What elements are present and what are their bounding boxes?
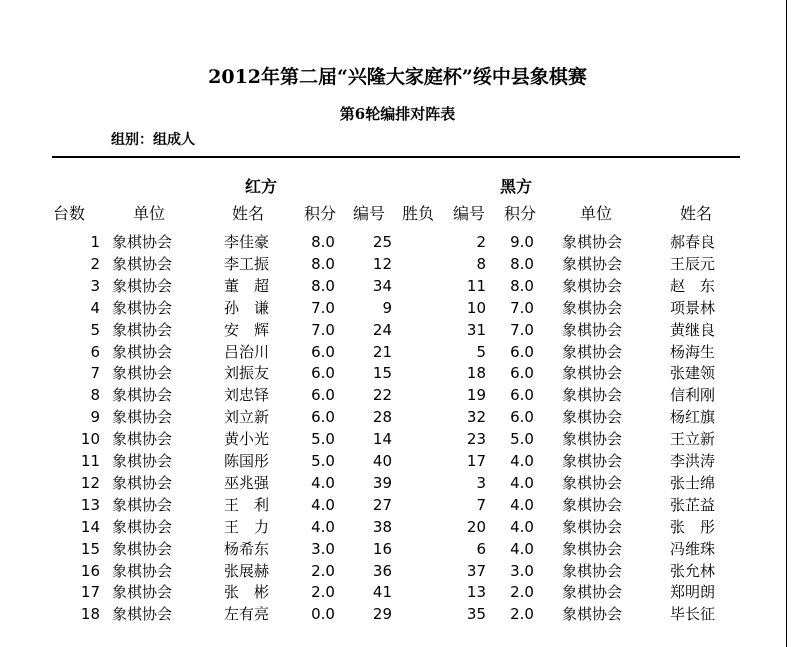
cell-table-no: 10 bbox=[80, 430, 100, 449]
cell-black-id: 31 bbox=[466, 320, 486, 339]
table-row bbox=[0, 406, 795, 428]
cell-black-score: 7.0 bbox=[510, 298, 534, 317]
cell-red-score: 8.0 bbox=[311, 276, 335, 295]
cell-red-score: 6.0 bbox=[311, 386, 335, 405]
cell-black-id: 11 bbox=[466, 276, 486, 295]
cell-black-unit: 象棋协会 bbox=[562, 342, 623, 361]
cell-red-unit: 象棋协会 bbox=[112, 495, 173, 514]
col-result: 胜负 bbox=[402, 204, 435, 223]
cell-black-unit: 象棋协会 bbox=[562, 364, 623, 383]
cell-red-id: 21 bbox=[372, 342, 392, 361]
cell-red-unit: 象棋协会 bbox=[112, 298, 173, 317]
cell-black-score: 2.0 bbox=[510, 583, 534, 602]
table-row bbox=[0, 341, 795, 363]
cell-red-id: 14 bbox=[372, 430, 392, 449]
cell-black-id: 13 bbox=[466, 583, 486, 602]
cell-black-unit: 象棋协会 bbox=[562, 320, 623, 339]
table-row bbox=[0, 581, 795, 603]
cell-red-score: 6.0 bbox=[311, 364, 335, 383]
cell-red-name: 刘忠铎 bbox=[224, 386, 270, 405]
cell-table-no: 3 bbox=[90, 276, 100, 295]
cell-black-id: 32 bbox=[466, 408, 486, 427]
cell-black-id: 37 bbox=[466, 561, 486, 580]
col-red-unit: 单位 bbox=[133, 204, 166, 223]
cell-black-name: 王辰元 bbox=[670, 254, 716, 273]
page-title: 2012年第二届“兴隆大家庭杯”绥中县象棋赛 bbox=[208, 66, 587, 88]
cell-table-no: 9 bbox=[90, 408, 100, 427]
cell-red-name: 孙 谦 bbox=[224, 298, 270, 317]
table-row bbox=[0, 472, 795, 494]
cell-black-name: 张 彤 bbox=[670, 517, 716, 536]
cell-black-name: 王立新 bbox=[670, 430, 716, 449]
cell-black-score: 9.0 bbox=[510, 233, 534, 251]
cell-black-unit: 象棋协会 bbox=[562, 430, 623, 449]
cell-red-id: 34 bbox=[372, 276, 392, 295]
table-row bbox=[0, 494, 795, 516]
cell-red-score: 5.0 bbox=[311, 430, 335, 449]
cell-table-no: 16 bbox=[80, 561, 100, 580]
cell-red-unit: 象棋协会 bbox=[112, 430, 173, 449]
cell-red-id: 15 bbox=[372, 364, 392, 383]
cell-red-unit: 象棋协会 bbox=[112, 254, 173, 273]
cell-red-name: 巫兆强 bbox=[224, 473, 270, 492]
col-red-name: 姓名 bbox=[232, 204, 265, 223]
cell-black-unit: 象棋协会 bbox=[562, 539, 623, 558]
cell-black-name: 冯维珠 bbox=[670, 539, 716, 558]
cell-black-unit: 象棋协会 bbox=[562, 452, 623, 470]
cell-black-unit: 象棋协会 bbox=[562, 517, 623, 536]
cell-black-score: 7.0 bbox=[510, 320, 534, 339]
cell-black-unit: 象棋协会 bbox=[562, 561, 623, 580]
cell-red-name: 刘立新 bbox=[224, 408, 270, 427]
col-black-unit: 单位 bbox=[580, 204, 613, 223]
cell-red-name: 李佳豪 bbox=[224, 233, 270, 251]
cell-table-no: 15 bbox=[80, 539, 100, 558]
table-row bbox=[0, 231, 795, 253]
cell-red-name: 左有亮 bbox=[224, 605, 270, 624]
col-red-score: 积分 bbox=[303, 204, 336, 223]
cell-red-unit: 象棋协会 bbox=[112, 364, 173, 383]
cell-red-score: 8.0 bbox=[311, 233, 335, 251]
table-row bbox=[0, 253, 795, 275]
cell-red-id: 36 bbox=[372, 561, 392, 580]
cell-table-no: 8 bbox=[90, 386, 100, 405]
cell-black-unit: 象棋协会 bbox=[562, 408, 623, 427]
cell-black-id: 23 bbox=[466, 430, 486, 449]
cell-black-score: 5.0 bbox=[510, 430, 534, 449]
cell-red-unit: 象棋协会 bbox=[112, 583, 173, 602]
cell-black-id: 20 bbox=[466, 517, 486, 536]
cell-red-name: 杨希东 bbox=[224, 539, 270, 558]
cell-black-id: 8 bbox=[476, 254, 486, 273]
cell-black-name: 张建领 bbox=[670, 364, 716, 383]
cell-black-score: 2.0 bbox=[510, 605, 534, 624]
cell-red-unit: 象棋协会 bbox=[112, 233, 173, 251]
cell-black-unit: 象棋协会 bbox=[562, 605, 623, 624]
cell-black-name: 信利刚 bbox=[670, 386, 716, 405]
cell-table-no: 4 bbox=[90, 298, 100, 317]
cell-red-unit: 象棋协会 bbox=[112, 605, 173, 624]
cell-red-id: 9 bbox=[382, 298, 392, 317]
cell-black-name: 毕长征 bbox=[670, 605, 716, 624]
cell-red-unit: 象棋协会 bbox=[112, 342, 173, 361]
cell-red-id: 38 bbox=[372, 517, 392, 536]
col-black-name: 姓名 bbox=[680, 204, 713, 223]
table-row bbox=[0, 275, 795, 297]
cell-table-no: 13 bbox=[80, 495, 100, 514]
table-header bbox=[0, 203, 795, 225]
cell-red-score: 4.0 bbox=[311, 517, 335, 536]
cell-red-name: 黄小光 bbox=[224, 430, 270, 449]
cell-red-id: 22 bbox=[372, 386, 392, 405]
cell-black-id: 19 bbox=[466, 386, 486, 405]
cell-black-score: 4.0 bbox=[510, 473, 534, 492]
cell-black-score: 4.0 bbox=[510, 539, 534, 558]
cell-red-unit: 象棋协会 bbox=[112, 320, 173, 339]
cell-black-id: 2 bbox=[476, 233, 486, 251]
cell-black-unit: 象棋协会 bbox=[562, 583, 623, 602]
group-label: 组别：组成人 bbox=[111, 132, 195, 148]
table-row bbox=[0, 319, 795, 341]
cell-black-score: 6.0 bbox=[510, 386, 534, 405]
cell-black-score: 6.0 bbox=[510, 342, 534, 361]
cell-table-no: 11 bbox=[80, 452, 100, 470]
cell-black-score: 3.0 bbox=[510, 561, 534, 580]
cell-red-name: 吕治川 bbox=[224, 342, 270, 361]
cell-red-name: 李工振 bbox=[224, 254, 270, 273]
cell-black-id: 17 bbox=[466, 452, 486, 470]
cell-red-score: 5.0 bbox=[311, 452, 335, 470]
cell-table-no: 1 bbox=[90, 233, 100, 251]
cell-black-score: 4.0 bbox=[510, 495, 534, 514]
col-black-score: 积分 bbox=[503, 204, 536, 223]
cell-red-score: 2.0 bbox=[311, 561, 335, 580]
table-row bbox=[0, 603, 795, 625]
cell-black-id: 18 bbox=[466, 364, 486, 383]
cell-table-no: 12 bbox=[80, 473, 100, 492]
cell-red-name: 王 力 bbox=[224, 517, 270, 536]
cell-black-unit: 象棋协会 bbox=[562, 473, 623, 492]
cell-red-id: 28 bbox=[372, 408, 392, 427]
cell-black-name: 郑明朗 bbox=[670, 583, 716, 602]
cell-red-unit: 象棋协会 bbox=[112, 517, 173, 536]
cell-red-score: 6.0 bbox=[311, 342, 335, 361]
cell-red-unit: 象棋协会 bbox=[112, 408, 173, 427]
cell-black-id: 3 bbox=[476, 473, 486, 492]
cell-black-id: 7 bbox=[476, 495, 486, 514]
cell-black-unit: 象棋协会 bbox=[562, 386, 623, 405]
cell-black-name: 郝春良 bbox=[670, 233, 716, 251]
cell-red-score: 6.0 bbox=[311, 408, 335, 427]
cell-black-name: 张允林 bbox=[670, 561, 716, 580]
cell-red-name: 董 超 bbox=[224, 276, 270, 295]
cell-red-score: 4.0 bbox=[311, 495, 335, 514]
cell-table-no: 6 bbox=[90, 342, 100, 361]
cell-black-name: 张士绵 bbox=[670, 473, 716, 492]
cell-red-score: 7.0 bbox=[311, 320, 335, 339]
cell-red-unit: 象棋协会 bbox=[112, 561, 173, 580]
table-row bbox=[0, 516, 795, 538]
table-row bbox=[0, 560, 795, 582]
cell-table-no: 17 bbox=[80, 583, 100, 602]
cell-black-id: 35 bbox=[466, 605, 486, 624]
cell-black-name: 黄继良 bbox=[670, 320, 716, 339]
cell-black-unit: 象棋协会 bbox=[562, 495, 623, 514]
cell-table-no: 5 bbox=[90, 320, 100, 339]
cell-black-score: 6.0 bbox=[510, 408, 534, 427]
cell-red-score: 2.0 bbox=[311, 583, 335, 602]
cell-red-id: 25 bbox=[372, 233, 392, 251]
cell-table-no: 18 bbox=[80, 605, 100, 624]
cell-table-no: 14 bbox=[80, 517, 100, 536]
cell-red-unit: 象棋协会 bbox=[112, 276, 173, 295]
cell-black-unit: 象棋协会 bbox=[562, 254, 623, 273]
cell-black-name: 李洪涛 bbox=[670, 452, 716, 470]
cell-red-id: 27 bbox=[372, 495, 392, 514]
col-black-id: 编号 bbox=[453, 204, 486, 223]
cell-red-id: 40 bbox=[372, 452, 392, 470]
cell-black-id: 5 bbox=[476, 342, 486, 361]
cell-black-score: 6.0 bbox=[510, 364, 534, 383]
cell-black-unit: 象棋协会 bbox=[562, 233, 623, 251]
cell-red-score: 7.0 bbox=[311, 298, 335, 317]
cell-table-no: 2 bbox=[90, 254, 100, 273]
cell-red-id: 41 bbox=[372, 583, 392, 602]
cell-red-id: 24 bbox=[372, 320, 392, 339]
cell-black-id: 10 bbox=[466, 298, 486, 317]
cell-red-id: 29 bbox=[372, 605, 392, 624]
cell-red-name: 刘振友 bbox=[224, 364, 270, 383]
page-subtitle: 第6轮编排对阵表 bbox=[339, 105, 456, 123]
cell-black-name: 赵 东 bbox=[670, 276, 716, 295]
cell-red-score: 3.0 bbox=[311, 539, 335, 558]
cell-red-name: 王 利 bbox=[224, 495, 270, 514]
cell-black-id: 6 bbox=[476, 539, 486, 558]
cell-table-no: 7 bbox=[90, 364, 100, 383]
table-row bbox=[0, 538, 795, 560]
cell-red-unit: 象棋协会 bbox=[112, 452, 173, 470]
cell-black-name: 杨红旗 bbox=[670, 408, 716, 427]
cell-black-score: 4.0 bbox=[510, 452, 534, 470]
cell-red-unit: 象棋协会 bbox=[112, 386, 173, 405]
table-row bbox=[0, 362, 795, 384]
cell-black-score: 8.0 bbox=[510, 254, 534, 273]
cell-red-id: 39 bbox=[372, 473, 392, 492]
cell-red-score: 0.0 bbox=[311, 605, 335, 624]
divider bbox=[52, 156, 740, 158]
cell-black-name: 杨海生 bbox=[670, 342, 716, 361]
cell-red-name: 张展赫 bbox=[224, 561, 270, 580]
cell-red-name: 张 彬 bbox=[224, 583, 270, 602]
table-row bbox=[0, 384, 795, 406]
table-row bbox=[0, 428, 795, 450]
cell-red-id: 12 bbox=[372, 254, 392, 273]
table-row bbox=[0, 450, 795, 472]
cell-black-score: 4.0 bbox=[510, 517, 534, 536]
cell-black-unit: 象棋协会 bbox=[562, 276, 623, 295]
col-table-no: 台数 bbox=[53, 204, 86, 223]
cell-red-name: 安 辉 bbox=[224, 320, 270, 339]
col-red-id: 编号 bbox=[353, 204, 386, 223]
cell-black-name: 项景林 bbox=[670, 298, 716, 317]
cell-red-score: 4.0 bbox=[311, 473, 335, 492]
table-row bbox=[0, 297, 795, 319]
cell-black-score: 8.0 bbox=[510, 276, 534, 295]
red-side-heading: 红方 bbox=[245, 177, 278, 196]
cell-red-id: 16 bbox=[372, 539, 392, 558]
cell-red-unit: 象棋协会 bbox=[112, 539, 173, 558]
cell-red-score: 8.0 bbox=[311, 254, 335, 273]
cell-red-unit: 象棋协会 bbox=[112, 473, 173, 492]
black-side-heading: 黑方 bbox=[500, 177, 533, 196]
cell-black-unit: 象棋协会 bbox=[562, 298, 623, 317]
cell-red-name: 陈国彤 bbox=[224, 452, 270, 470]
cell-black-name: 张芷益 bbox=[670, 495, 716, 514]
